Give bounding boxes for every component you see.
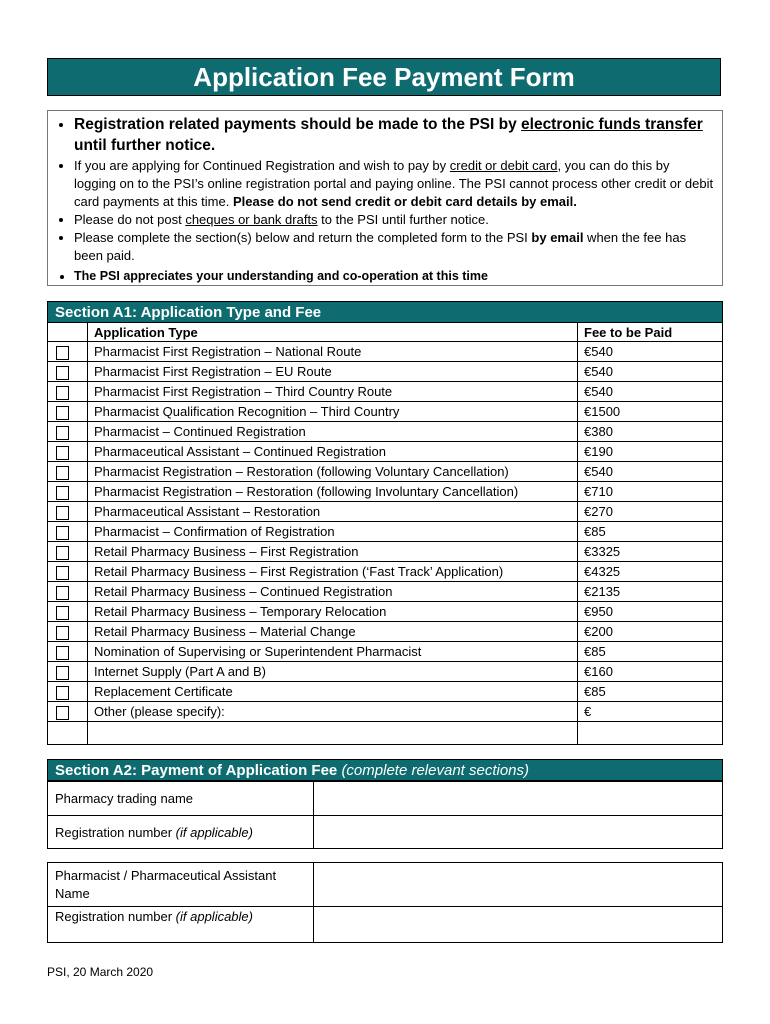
application-type-cell: Pharmaceutical Assistant – Continued Registration [88,442,578,462]
fee-row [48,442,723,462]
registration-number-2-label: Registration number (if applicable) [48,907,314,943]
application-type-cell: Pharmacist First Registration – Third Country Route [88,382,578,402]
notice-item-thanks: • The PSI appreciates your understanding and co-operation at this time [74,267,714,285]
notice-item-eft: • Registration related payments should be made to the PSI by electronic funds transfer until further notice. [74,114,714,156]
fee-checkbox[interactable] [56,506,69,520]
eft-link: electronic funds transfer [521,116,703,133]
application-type-cell: Pharmaceutical Assistant – Restoration [88,502,578,522]
fee-cell: €160 [578,662,723,682]
fee-row [48,702,723,722]
pharmacy-trading-name-label: Pharmacy trading name [48,782,314,816]
application-type-cell: Retail Pharmacy Business – First Registration (‘Fast Track’ Application) [88,562,578,582]
other-specify-space [48,722,723,745]
registration-number-label: Registration number (if applicable) [48,816,314,849]
application-type-cell: Pharmacist First Registration – EU Route [88,362,578,382]
application-type-cell: Pharmacist Qualification Recognition – Third Country [88,402,578,422]
fee-cell: €85 [578,642,723,662]
fee-checkbox[interactable] [56,686,69,700]
fee-row [48,582,723,602]
application-type-cell: Retail Pharmacy Business – Temporary Relocation [88,602,578,622]
application-type-cell: Internet Supply (Part A and B) [88,662,578,682]
notice-item-cheques: • Please do not post cheques or bank drafts to the PSI until further notice. [74,211,714,229]
fee-cell: €190 [578,442,723,462]
fee-checkbox[interactable] [56,346,69,360]
fee-checkbox[interactable] [56,626,69,640]
fee-cell: €200 [578,622,723,642]
fee-checkbox[interactable] [56,366,69,380]
fee-row [48,602,723,622]
fee-cell: €3325 [578,542,723,562]
pharmacist-details-table [47,862,723,943]
fee-checkbox[interactable] [56,606,69,620]
section-a1-header: Section A1: Application Type and Fee [47,301,723,323]
registration-number-field[interactable] [314,816,723,849]
footer-text: PSI, 20 March 2020 [47,965,154,979]
fee-row [48,542,723,562]
fee-row [48,362,723,382]
fee-checkbox[interactable] [56,666,69,680]
fee-checkbox[interactable] [56,386,69,400]
application-type-cell: Pharmacist – Confirmation of Registration [88,522,578,542]
pharmacy-details-table [47,781,723,849]
fee-checkbox[interactable] [56,586,69,600]
application-type-cell: Pharmacist – Continued Registration [88,422,578,442]
application-type-cell: Pharmacist First Registration – National Route [88,342,578,362]
fee-cell: € [578,702,723,722]
fee-row [48,382,723,402]
other-specify-field[interactable] [88,722,578,745]
fee-row [48,502,723,522]
application-type-cell: Retail Pharmacy Business – First Registration [88,542,578,562]
fee-checkbox[interactable] [56,426,69,440]
fee-checkbox[interactable] [56,706,69,720]
fee-row [48,342,723,362]
registration-number-2-field[interactable] [314,907,723,943]
application-type-cell: Retail Pharmacy Business – Continued Registration [88,582,578,602]
fee-row [48,642,723,662]
notice-item-card: • If you are applying for Continued Registration and wish to pay by credit or debit card, you can do this by logging on to the PSI’s online registration portal and paying online. The PSI cannot process other credit or debit card payments at this time. Please do not send credit or debit card details by email. [74,157,714,211]
notice-item-complete: • Please complete the section(s) below and return the completed form to the PSI by email when the fee has been paid. [74,229,714,265]
pharmacist-name-field[interactable] [314,863,723,907]
fee-row [48,422,723,442]
other-fee-field[interactable] [578,722,723,745]
fee-checkbox[interactable] [56,646,69,660]
fee-cell: €270 [578,502,723,522]
fee-cell: €85 [578,522,723,542]
application-type-cell: Pharmacist Registration – Restoration (following Involuntary Cancellation) [88,482,578,502]
fee-cell: €380 [578,422,723,442]
pharmacist-name-label: Pharmacist / Pharmaceutical Assistant Name [48,863,314,907]
fee-row [48,402,723,422]
fee-row [48,482,723,502]
fee-cell: €540 [578,342,723,362]
fee-row [48,522,723,542]
section-a2-header: Section A2: Payment of Application Fee (complete relevant sections) [47,759,723,781]
fee-cell: €1500 [578,402,723,422]
fee-checkbox[interactable] [56,486,69,500]
fee-cell: €540 [578,362,723,382]
pharmacy-trading-name-field[interactable] [314,782,723,816]
fee-checkbox[interactable] [56,466,69,480]
application-type-cell: Replacement Certificate [88,682,578,702]
fee-row [48,462,723,482]
col-application-type: Application Type [88,323,578,342]
fee-row [48,682,723,702]
fee-cell: €4325 [578,562,723,582]
application-type-cell: Nomination of Supervising or Superintendent Pharmacist [88,642,578,662]
fee-cell: €710 [578,482,723,502]
fee-cell: €540 [578,382,723,402]
col-fee: Fee to be Paid [578,323,723,342]
fee-row [48,622,723,642]
fee-cell: €85 [578,682,723,702]
fee-checkbox[interactable] [56,526,69,540]
fee-row [48,662,723,682]
fee-checkbox[interactable] [56,566,69,580]
fee-checkbox[interactable] [56,546,69,560]
fee-table [47,322,723,745]
notice-box [47,110,723,286]
application-type-cell: Other (please specify): [88,702,578,722]
fee-row [48,562,723,582]
application-type-cell: Pharmacist Registration – Restoration (following Voluntary Cancellation) [88,462,578,482]
fee-checkbox[interactable] [56,446,69,460]
fee-cell: €950 [578,602,723,622]
fee-cell: €2135 [578,582,723,602]
application-type-cell: Retail Pharmacy Business – Material Change [88,622,578,642]
fee-checkbox[interactable] [56,406,69,420]
fee-cell: €540 [578,462,723,482]
form-title: Application Fee Payment Form [47,58,721,96]
